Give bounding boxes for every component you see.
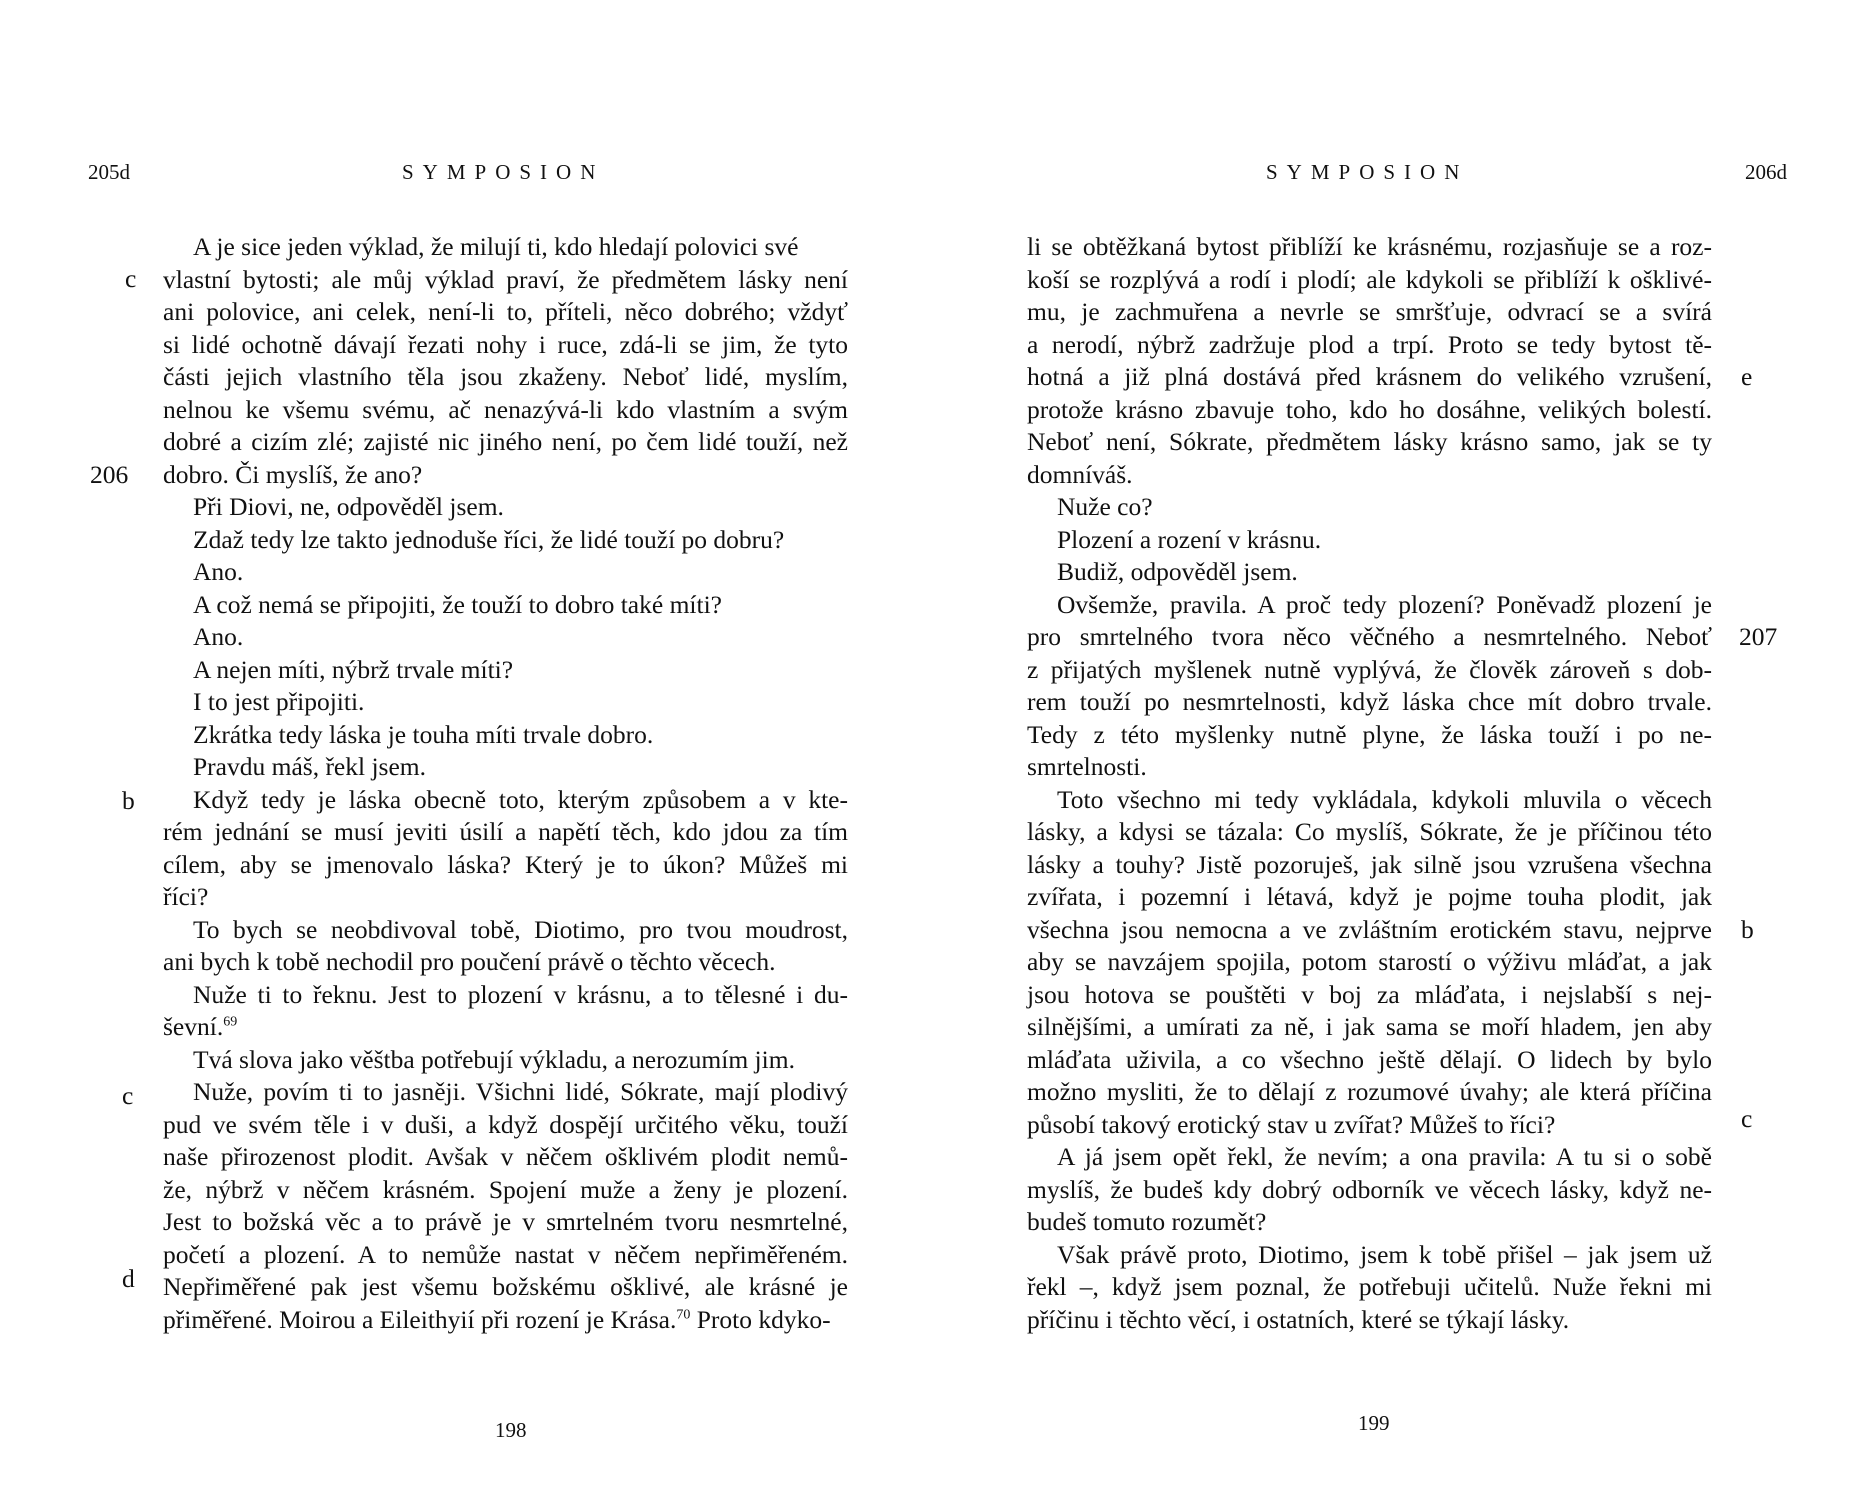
text-line: zvířata, i pozemní i létavá, když je pojme touha plodit, jak xyxy=(1027,882,1712,911)
text-line: nelnou ke všemu svému, ač nenazývá-li kdo vlastním a svým xyxy=(163,394,848,424)
text-line: A nejen míti, nýbrž trvale míti? xyxy=(193,654,514,684)
margin-mark: c xyxy=(1741,1104,1753,1133)
text-line: Zkrátka tedy láska je touha míti trvale dobro. xyxy=(193,719,654,749)
margin-mark: 206 xyxy=(90,460,129,489)
text-line: li se obtěžkaná bytost přiblíží ke krásnému, rozjasňuje se a roz- xyxy=(1027,232,1712,261)
text-line: z přijatých myšlenek nutně vyplývá, že člověk zároveň s dob- xyxy=(1027,654,1712,684)
text-line: Ano. xyxy=(193,557,244,586)
text-line: lásky a touhy? Jistě pozoruješ, jak silně jsou vzrušena všechna xyxy=(1027,849,1712,879)
text-line: protože krásno zbavuje toho, kdo ho dosáhne, velikých bolestí. xyxy=(1027,394,1712,424)
text-line: silnějšími, a umírati za ně, i jak sama se moří hladem, jen aby xyxy=(1027,1012,1712,1041)
text-line: mu, je zachmuřena a nevrle se smršťuje, odvrací se a svírá xyxy=(1027,297,1712,326)
text-line: Zdaž tedy lze takto jednoduše říci, že lidé touží po dobru? xyxy=(193,524,785,554)
margin-mark: b xyxy=(1741,915,1754,944)
text-line: všechna jsou nemocna a ve zvláštním erotickém stavu, nejprve xyxy=(1027,914,1712,944)
text-line: příčinu i těchto věcí, i ostatních, které se týkají lásky. xyxy=(1027,1304,1570,1334)
running-title-right: SYMPOSION xyxy=(1266,160,1469,184)
text-line: Tvá slova jako věštba potřebují výkladu, a nerozumím jim. xyxy=(193,1044,795,1074)
text-line: působí takový erotický stav u zvířat? Můžeš to říci? xyxy=(1027,1109,1556,1139)
margin-mark: c xyxy=(125,264,137,293)
text-line: hotná a již plná dostává před krásnem do velikého vzrušení, xyxy=(1027,362,1712,391)
text-line: mláďata uživila, a co všechno ještě dělají. O lidech by bylo xyxy=(1027,1044,1712,1074)
text-line: aby se navzájem spojila, potom starostí o výživu mláďat, a jak xyxy=(1027,947,1712,976)
text-line: pro smrtelného tvora něco věčného a nesmrtelného. Neboť xyxy=(1027,622,1712,651)
text-line: že, nýbrž v něčem krásném. Spojení muže a ženy je plození. xyxy=(163,1174,848,1204)
text-line: dobré a cizím zlé; zajisté nic jiného není, po čem lidé touží, než xyxy=(163,427,848,456)
margin-mark: e xyxy=(1741,362,1753,391)
text-line-content: Proto kdyko- xyxy=(696,1304,831,1334)
text-line xyxy=(163,1010,237,1043)
text-line: ani bych k tobě nechodil pro poučení právě o těchto věcech. xyxy=(163,947,776,976)
text-line: možno mysliti, že to dělají z rozumové úvahy; ale která příčina xyxy=(1027,1077,1712,1106)
text-line: myslíš, že budeš kdy dobrý odborník ve věcech lásky, když ne- xyxy=(1027,1174,1712,1204)
margin-mark: d xyxy=(122,1264,135,1293)
text-line: Ano. xyxy=(193,622,244,651)
text-line: lásky, a kdysi se tázala: Co myslíš, Sókrate, že je příčinou této xyxy=(1027,817,1712,846)
stephanus-header-right: 206d xyxy=(1745,160,1787,184)
text-line: a nerodí, nýbrž zadržuje plod a trpí. Proto se tedy bytost tě- xyxy=(1027,329,1712,359)
text-line: Když tedy je láska obecně toto, kterým způsobem a v kte- xyxy=(193,784,848,814)
text-line: pud ve svém těle i v duši, a když dospějí určitého věku, touží xyxy=(163,1109,848,1139)
text-line: A což nemá se připojiti, že touží to dobro také míti? xyxy=(193,589,722,619)
text-line: vlastní bytosti; ale můj výklad praví, že předmětem lásky není xyxy=(163,264,848,294)
text-line: Při Diovi, ne, odpověděl jsem. xyxy=(193,492,504,521)
text-line: Nuže ti to řeknu. Jest to plození v krásnu, a to tělesné i du- xyxy=(193,979,848,1009)
text-line-content: přiměřené. Moirou a Eileithyií při rození je Krása. xyxy=(163,1304,677,1334)
text-line: Toto všechno mi tedy vykládala, kdykoli mluvila o věcech xyxy=(1057,784,1712,814)
text-line: dobro. Či myslíš, že ano? xyxy=(163,459,423,489)
text-line: řekl –, když jsem poznal, že potřebuji učitelů. Nuže řekni mi xyxy=(1027,1272,1712,1301)
text-line: Však právě proto, Diotimo, jsem k tobě přišel – jak jsem už xyxy=(1057,1239,1712,1269)
page-number-left: 198 xyxy=(495,1418,527,1442)
footnote-ref: 69 xyxy=(223,1014,238,1030)
text-line: cílem, aby se jmenovalo láska? Který je to úkon? Můžeš mi xyxy=(163,849,848,879)
footnote-ref: 70 xyxy=(676,1307,691,1322)
text-line: Nuže, povím ti to jasněji. Všichni lidé, Sókrate, mají plodivý xyxy=(193,1077,848,1106)
text-line: Nepřiměřené pak jest všemu božskému ošklivé, ale krásné je xyxy=(163,1272,848,1301)
page-number-right: 199 xyxy=(1358,1411,1390,1435)
text-line: Nuže co? xyxy=(1057,492,1153,521)
text-line: početí a plození. A to nemůže nastat v něčem nepřiměřeném. xyxy=(163,1239,848,1269)
text-line: Neboť není, Sókrate, předmětem lásky krásno samo, jak se ty xyxy=(1027,427,1712,456)
text-line: budeš tomuto rozumět? xyxy=(1027,1207,1267,1236)
text-line: A je sice jeden výklad, že milují ti, kdo hledají polovici své xyxy=(193,232,799,261)
text-line: jsou hotova se pouštěti v boj za mláďata, i nejslabší s nej- xyxy=(1027,979,1712,1009)
text-line: Budiž, odpověděl jsem. xyxy=(1057,557,1298,586)
right-page xyxy=(931,0,1862,1501)
text-line: ani polovice, ani celek, není-li to, příteli, něco dobrého; vždyť xyxy=(163,297,848,326)
text-line: říci? xyxy=(163,882,209,911)
text-line: Ovšemže, pravila. A proč tedy plození? Poněvadž plození je xyxy=(1057,589,1712,619)
text-line: Pravdu máš, řekl jsem. xyxy=(193,752,426,781)
text-line: Jest to božská věc a to právě je v smrtelném tvoru nesmrtelné, xyxy=(163,1207,848,1236)
margin-mark: b xyxy=(122,786,135,815)
text-line: A já jsem opět řekl, že nevím; a ona pravila: A tu si o sobě xyxy=(1057,1142,1712,1171)
text-line: I to jest připojiti. xyxy=(193,687,365,716)
text-line: rem touží po nesmrtelnosti, když láska chce mít dobro trvale. xyxy=(1027,687,1712,716)
text-line: smrtelnosti. xyxy=(1027,752,1147,781)
text-line: rém jednání se musí jeviti úsilí a napětí těch, kdo jdou za tím xyxy=(163,817,848,846)
text-line: domníváš. xyxy=(1027,459,1133,489)
text-line: si lidé ochotně dávají řezati nohy i ruce, zdá-li se jim, že tyto xyxy=(163,329,848,359)
text-line: části jejich vlastního těla jsou zkaženy. Neboť lidé, myslím, xyxy=(163,362,848,391)
text-line: naše přirozenost plodit. Avšak v něčem ošklivém plodit nemů- xyxy=(163,1142,848,1171)
text-line: Plození a rození v krásnu. xyxy=(1057,524,1322,554)
text-line: koší se rozplývá a rodí i plodí; ale kdykoli se přiblíží k ošklivé- xyxy=(1027,264,1712,294)
text-line: Tedy z této myšlenky nutně plyne, že láska touží i po ne- xyxy=(1027,719,1712,749)
margin-mark: c xyxy=(122,1081,134,1110)
margin-mark: 207 xyxy=(1739,622,1778,651)
text-line: To bych se neobdivoval tobě, Diotimo, pro tvou moudrost, xyxy=(193,914,848,944)
text-line-content: ševní. xyxy=(163,1012,224,1041)
running-title-left: SYMPOSION xyxy=(402,160,605,184)
stephanus-header-left: 205d xyxy=(88,160,130,184)
text-line xyxy=(163,1303,848,1336)
